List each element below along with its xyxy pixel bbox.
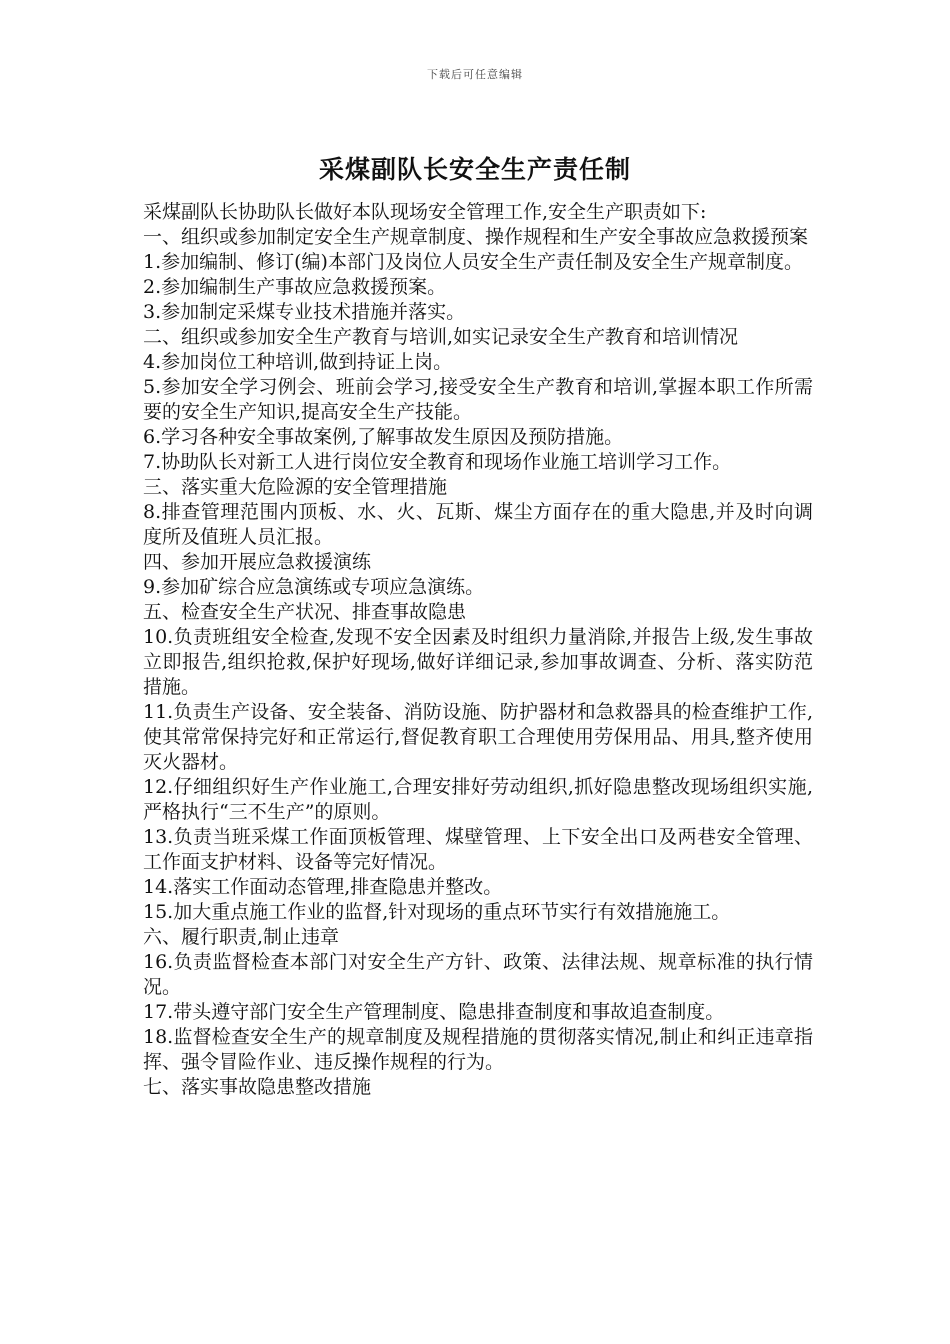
document-body xyxy=(143,200,813,1100)
duty-item-1: 1.参加编制、修订(编)本部门及岗位人员安全生产责任制及安全生产规章制度。 xyxy=(143,251,803,273)
header-note: 下载后可任意编辑 xyxy=(427,68,523,81)
section-heading-7: 七、落实事故隐患整改措施 xyxy=(143,1076,372,1098)
duty-item-6: 6.学习各种安全事故案例,了解事故发生原因及预防措施。 xyxy=(143,426,624,448)
duty-item-15: 15.加大重点施工作业的监督,针对现场的重点环节实行有效措施施工。 xyxy=(143,901,731,923)
duty-item-14: 14.落实工作面动态管理,排查隐患并整改。 xyxy=(143,876,503,898)
section-heading-4: 四、参加开展应急救援演练 xyxy=(143,551,372,573)
duty-item-2: 2.参加编制生产事故应急救援预案。 xyxy=(143,276,447,298)
duty-item-18: 18.监督检查安全生产的规章制度及规程措施的贯彻落实情况,制止和纠正违章指挥、强令冒险作业、违反操作规程的行为。 xyxy=(143,1026,813,1073)
duty-item-8: 8.排查管理范围内顶板、水、火、瓦斯、煤尘方面存在的重大隐患,并及时向调度所及值班人员汇报。 xyxy=(143,501,813,548)
duty-item-16: 16.负责监督检查本部门对安全生产方针、政策、法律法规、规章标准的执行情况。 xyxy=(143,951,813,998)
duty-item-17: 17.带头遵守部门安全生产管理制度、隐患排查制度和事故追查制度。 xyxy=(143,1001,725,1023)
duty-item-9: 9.参加矿综合应急演练或专项应急演练。 xyxy=(143,576,485,598)
duty-item-12: 12.仔细组织好生产作业施工,合理安排好劳动组织,抓好隐患整改现场组织实施,严格执行“三不生产”的原则。 xyxy=(143,776,813,823)
section-heading-2: 二、组织或参加安全生产教育与培训,如实记录安全生产教育和培训情况 xyxy=(143,326,739,348)
duty-item-11: 11.负责生产设备、安全装备、消防设施、防护器材和急救器具的检查维护工作,使其常常保持完好和正常运行,督促教育职工合理使用劳保用品、用具,整齐使用灭火器材。 xyxy=(143,701,813,773)
document-title: 采煤副队长安全生产责任制 xyxy=(318,155,631,184)
duty-item-7: 7.协助队长对新工人进行岗位安全教育和现场作业施工培训学习工作。 xyxy=(143,451,732,473)
duty-item-4: 4.参加岗位工种培训,做到持证上岗。 xyxy=(143,351,453,373)
duty-item-10: 10.负责班组安全检查,发现不安全因素及时组织力量消除,并报告上级,发生事故立即报告,组织抢救,保护好现场,做好详细记录,参加事故调查、分析、落实防范措施。 xyxy=(143,626,813,698)
duty-item-3: 3.参加制定采煤专业技术措施并落实。 xyxy=(143,301,466,323)
section-heading-3: 三、落实重大危险源的安全管理措施 xyxy=(143,476,448,498)
section-heading-5: 五、检查安全生产状况、排查事故隐患 xyxy=(143,601,467,623)
duty-item-5: 5.参加安全学习例会、班前会学习,接受安全生产教育和培训,掌握本职工作所需要的安全生产知识,提高安全生产技能。 xyxy=(143,376,813,423)
section-heading-6: 六、履行职责,制止违章 xyxy=(143,926,340,948)
intro-paragraph: 采煤副队长协助队长做好本队现场安全管理工作,安全生产职责如下: xyxy=(143,201,707,223)
section-heading-1: 一、组织或参加制定安全生产规章制度、操作规程和生产安全事故应急救援预案 xyxy=(143,226,809,248)
duty-item-13: 13.负责当班采煤工作面顶板管理、煤壁管理、上下安全出口及两巷安全管理、工作面支护材料、设备等完好情况。 xyxy=(143,826,813,873)
